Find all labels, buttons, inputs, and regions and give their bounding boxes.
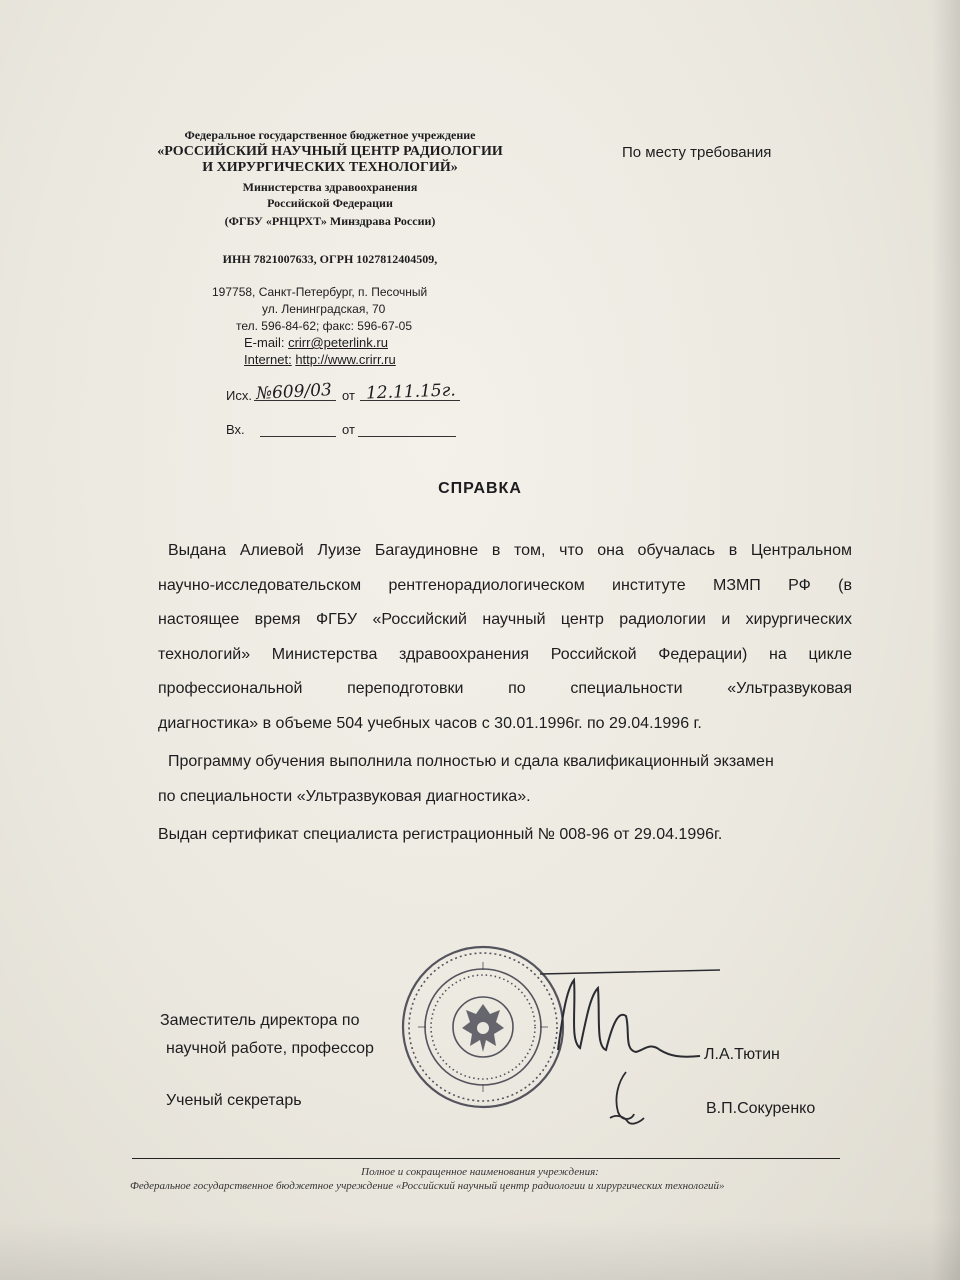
out-from-label: от xyxy=(342,388,355,403)
org-line-2: «РОССИЙСКИЙ НАУЧНЫЙ ЦЕНТР РАДИОЛОГИИ xyxy=(157,144,503,159)
internet-label: Internet: xyxy=(244,352,292,367)
secretary-name: В.П.Сокуренко xyxy=(706,1100,816,1117)
deputy-title-1: Заместитель директора по xyxy=(160,1012,360,1029)
body-para-2-line-1: Программу обучения выполнила полностью и сдала квалификационный экзамен xyxy=(168,753,774,770)
out-number-underline xyxy=(254,400,336,401)
body-line-1: Выдана Алиевой Луизе Багаудиновне в том, что она обучалась в Центральном xyxy=(168,542,852,559)
org-inn: ИНН 7821007633, ОГРН 1027812404509, xyxy=(222,252,438,266)
body-line-5: профессиональной переподготовки по специальности «Ультразвуковая xyxy=(158,680,852,697)
in-number-blank xyxy=(260,436,336,437)
out-date-underline xyxy=(360,400,460,401)
page-shadow xyxy=(932,0,960,1280)
email-line xyxy=(244,335,388,350)
deputy-title-2: научной работе, профессор xyxy=(166,1040,374,1057)
phone-line: тел. 596-84-62; факс: 596-67-05 xyxy=(236,319,412,333)
email-link[interactable]: crirr@peterlink.ru xyxy=(288,335,388,350)
signature-tutin-icon xyxy=(540,960,730,1070)
org-line-5: Российской Федерации xyxy=(267,196,393,210)
email-label: E-mail: xyxy=(244,335,285,350)
document-title: СПРАВКА xyxy=(438,480,522,497)
recipient-note: По месту требования xyxy=(622,144,772,161)
body-line-6: диагностика» в объеме 504 учебных часов с 30.01.1996г. по 29.04.1996 г. xyxy=(158,714,702,732)
org-line-1: Федеральное государственное бюджетное учреждение xyxy=(184,128,476,142)
internet-line xyxy=(244,352,396,367)
internet-link[interactable]: http://www.crirr.ru xyxy=(295,352,396,367)
address-line-2: ул. Ленинградская, 70 xyxy=(262,302,386,316)
deputy-name: Л.А.Тютин xyxy=(704,1046,780,1063)
signature-sokurenko-icon xyxy=(596,1068,656,1128)
in-from-label: от xyxy=(342,422,355,437)
org-line-4: Министерства здравоохранения xyxy=(242,180,418,194)
certificate-body xyxy=(158,534,852,853)
org-line-3: И ХИРУРГИЧЕСКИХ ТЕХНОЛОГИЙ» xyxy=(202,160,458,175)
in-date-blank xyxy=(358,436,456,437)
out-number: №609/03 xyxy=(255,380,333,404)
page-shadow-bottom xyxy=(0,1220,960,1280)
body-line-4: технологий» Министерства здравоохранения Российской Федерации) на цикле xyxy=(158,645,852,663)
body-para-3: Выдан сертификат специалиста регистрационный № 008-96 от 29.04.1996г. xyxy=(158,826,723,843)
body-line-3: настоящее время ФГБУ «Российский научный центр радиологии и хирургических xyxy=(158,611,852,628)
footer-org-name: Федеральное государственное бюджетное учреждение «Российский научный центр радиологии и хирургических технологий» xyxy=(130,1180,725,1192)
out-date: 12.11.15г. xyxy=(365,380,457,404)
body-line-2: научно-исследовательском рентгенорадиологическом институте МЗМП РФ (в xyxy=(158,576,852,594)
org-line-6: (ФГБУ «РНЦРХТ» Минздрава России) xyxy=(224,214,436,228)
body-para-2-line-2: по специальности «Ультразвуковая диагностика». xyxy=(158,787,531,805)
out-label: Исх. xyxy=(226,388,252,403)
footer-divider xyxy=(132,1158,840,1159)
address-line-1: 197758, Санкт-Петербург, п. Песочный xyxy=(212,285,428,299)
secretary-title: Ученый секретарь xyxy=(166,1092,302,1109)
in-label: Вх. xyxy=(226,422,245,437)
footer-caption: Полное и сокращенное наименования учреждения: xyxy=(361,1166,599,1178)
